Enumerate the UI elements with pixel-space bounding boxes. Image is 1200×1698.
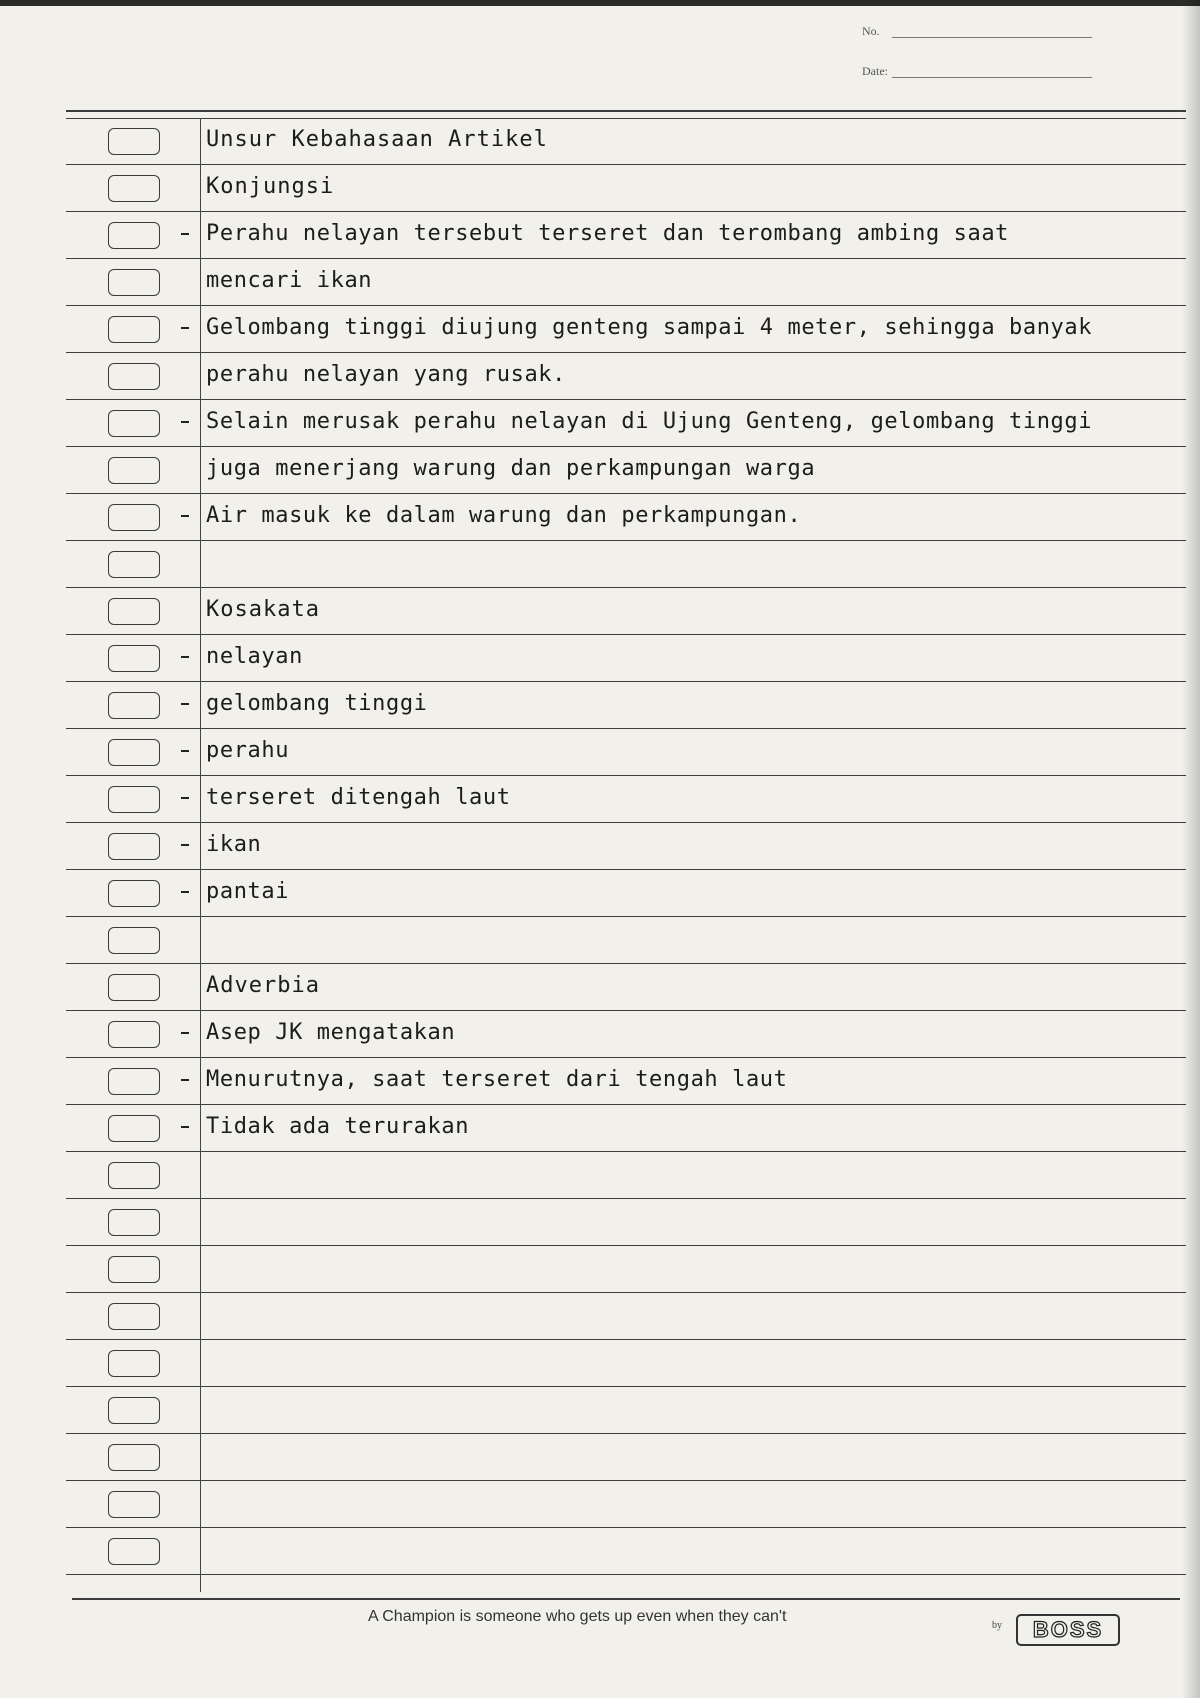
notebook-line — [0, 776, 1200, 823]
notebook-line — [0, 1434, 1200, 1481]
notebook-line — [0, 964, 1200, 1011]
margin-line — [200, 118, 201, 1592]
bullet-dash — [181, 515, 189, 517]
notebook-line — [0, 823, 1200, 870]
line-text: Asep JK mengatakan — [206, 1020, 456, 1045]
line-text: Selain merusak perahu nelayan di Ujung Genteng, gelombang tinggi — [206, 409, 1093, 434]
line-text: gelombang tinggi — [206, 691, 428, 716]
checkbox[interactable] — [108, 1350, 160, 1377]
notebook-line — [0, 259, 1200, 306]
checkbox[interactable] — [108, 880, 160, 907]
checkbox[interactable] — [108, 1068, 160, 1095]
checkbox[interactable] — [108, 1256, 160, 1283]
notebook-line — [0, 165, 1200, 212]
line-text: mencari ikan — [206, 268, 373, 293]
brand-prefix: by — [992, 1620, 1002, 1631]
line-text: ikan — [206, 832, 262, 857]
bullet-dash — [181, 1126, 189, 1128]
checkbox[interactable] — [108, 1209, 160, 1236]
checkbox[interactable] — [108, 1115, 160, 1142]
checkbox[interactable] — [108, 645, 160, 672]
notebook-line — [0, 1293, 1200, 1340]
notebook-line — [0, 1105, 1200, 1152]
checkbox[interactable] — [108, 1397, 160, 1424]
date-field — [862, 64, 888, 79]
checkbox[interactable] — [108, 363, 160, 390]
notebook-line — [0, 1011, 1200, 1058]
date-label: Date: — [862, 64, 888, 78]
notebook-line — [0, 1246, 1200, 1293]
notebook-line — [0, 494, 1200, 541]
notebook-line — [0, 541, 1200, 588]
section-heading: Adverbia — [206, 973, 320, 998]
line-text: Menurutnya, saat terseret dari tengah laut — [206, 1067, 788, 1092]
checkbox[interactable] — [108, 410, 160, 437]
number-field — [862, 24, 880, 39]
notebook-line — [0, 1387, 1200, 1434]
date-line — [892, 77, 1092, 78]
footer-quote: A Champion is someone who gets up even when they can't — [368, 1608, 787, 1625]
section-heading: Konjungsi — [206, 174, 335, 199]
checkbox[interactable] — [108, 269, 160, 296]
checkbox[interactable] — [108, 739, 160, 766]
notebook-line — [0, 306, 1200, 353]
checkbox[interactable] — [108, 598, 160, 625]
line-text: juga menerjang warung dan perkampungan warga — [206, 456, 816, 481]
notebook-line — [0, 118, 1200, 165]
checkbox[interactable] — [108, 128, 160, 155]
line-text: Tidak ada terurakan — [206, 1114, 470, 1139]
bullet-dash — [181, 327, 189, 329]
checkbox[interactable] — [108, 833, 160, 860]
bottom-rule — [72, 1598, 1180, 1600]
notebook-line — [0, 353, 1200, 400]
top-rule — [66, 110, 1186, 112]
line-text: Gelombang tinggi diujung genteng sampai 4 meter, sehingga banyak — [206, 315, 1093, 340]
checkbox[interactable] — [108, 504, 160, 531]
bullet-dash — [181, 421, 189, 423]
checkbox[interactable] — [108, 457, 160, 484]
notebook-line — [0, 635, 1200, 682]
checkbox[interactable] — [108, 222, 160, 249]
line-text: nelayan — [206, 644, 303, 669]
bullet-dash — [181, 1079, 189, 1081]
notebook-line — [0, 1340, 1200, 1387]
checkbox[interactable] — [108, 692, 160, 719]
number-line — [892, 37, 1092, 38]
checkbox[interactable] — [108, 1162, 160, 1189]
checkbox[interactable] — [108, 786, 160, 813]
notebook-line — [0, 1481, 1200, 1528]
notebook-line — [0, 1528, 1200, 1575]
notebook-line — [0, 1152, 1200, 1199]
bullet-dash — [181, 656, 189, 658]
bullet-dash — [181, 750, 189, 752]
checkbox[interactable] — [108, 1538, 160, 1565]
section-heading: Unsur Kebahasaan Artikel — [206, 127, 548, 152]
checkbox[interactable] — [108, 551, 160, 578]
bullet-dash — [181, 703, 189, 705]
notebook-line — [0, 447, 1200, 494]
notebook-line — [0, 729, 1200, 776]
checkbox[interactable] — [108, 927, 160, 954]
bullet-dash — [181, 891, 189, 893]
notebook-line — [0, 1199, 1200, 1246]
notebook-line — [0, 682, 1200, 729]
checkbox[interactable] — [108, 1444, 160, 1471]
notebook-line — [0, 870, 1200, 917]
checkbox[interactable] — [108, 1021, 160, 1048]
notebook-line — [0, 588, 1200, 635]
bullet-dash — [181, 233, 189, 235]
checkbox[interactable] — [108, 1303, 160, 1330]
checkbox[interactable] — [108, 175, 160, 202]
section-heading: Kosakata — [206, 597, 320, 622]
checkbox[interactable] — [108, 1491, 160, 1518]
line-text: terseret ditengah laut — [206, 785, 511, 810]
notebook-line — [0, 400, 1200, 447]
line-text: perahu — [206, 738, 290, 763]
line-text: pantai — [206, 879, 290, 904]
checkbox[interactable] — [108, 316, 160, 343]
number-label: No. — [862, 24, 880, 38]
notebook-line — [0, 1058, 1200, 1105]
notebook-line — [0, 917, 1200, 964]
line-text: perahu nelayan yang rusak. — [206, 362, 566, 387]
bullet-dash — [181, 797, 189, 799]
bullet-dash — [181, 1032, 189, 1034]
notebook-line — [0, 212, 1200, 259]
checkbox[interactable] — [108, 974, 160, 1001]
line-text: Air masuk ke dalam warung dan perkampungan. — [206, 503, 802, 528]
bullet-dash — [181, 844, 189, 846]
line-text: Perahu nelayan tersebut terseret dan terombang ambing saat — [206, 221, 1010, 246]
brand-logo: BOSS — [1016, 1614, 1120, 1646]
